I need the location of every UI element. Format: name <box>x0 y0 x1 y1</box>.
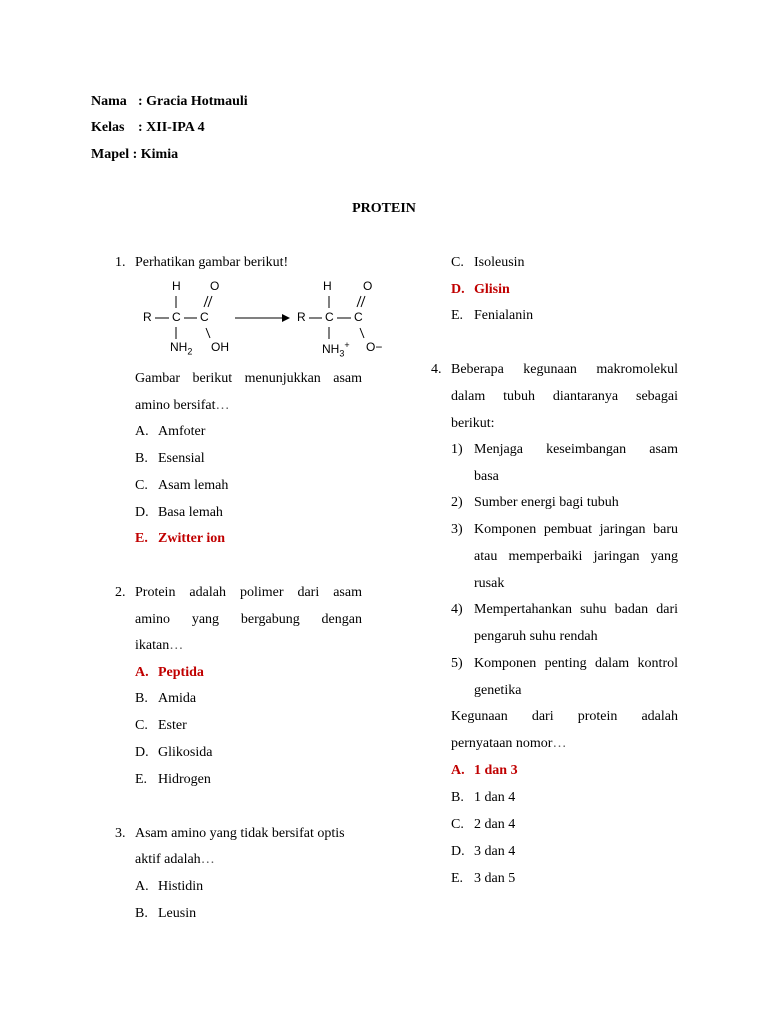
q4-option-d[interactable]: D. 3 dan 4 <box>451 844 516 859</box>
q1-option-c[interactable]: C. Asam lemah <box>135 478 229 493</box>
q4-option-e[interactable]: E. 3 dan 5 <box>451 871 516 886</box>
chem-left-r: R <box>143 310 152 324</box>
reaction-arrow-head <box>282 314 290 322</box>
chem-left-h: H <box>172 279 181 293</box>
q4-option-a-correct[interactable]: A. 1 dan 3 <box>451 763 518 778</box>
chem-right-o-minus: O− <box>366 340 383 354</box>
q2-option-e[interactable]: E. Hidrogen <box>135 772 211 787</box>
chem-right-o: O <box>363 279 373 293</box>
q4-item-3-line1: Komponen pembuat jaringan baru <box>474 522 678 537</box>
q1-text-line2: amino bersifat… <box>135 398 230 413</box>
q1-option-d[interactable]: D. Basa lemah <box>135 505 223 520</box>
kelas-label: Kelas <box>91 120 125 135</box>
mapel-value: : Kimia <box>132 147 179 162</box>
chem-right-h: H <box>323 279 332 293</box>
q4-stem-line2: pernyataan nomor… <box>451 736 567 751</box>
bond-left-double-a <box>204 296 208 307</box>
q1-text-line1: Gambar berikut menunjukkan asam <box>135 371 362 386</box>
q3-line2: aktif adalah… <box>135 852 215 867</box>
chem-left-oh: OH <box>211 340 229 354</box>
kelas-value: : XII-IPA 4 <box>138 120 205 135</box>
chem-left-o: O <box>210 279 220 293</box>
q2-line3: ikatan… <box>135 638 184 653</box>
q2-option-b[interactable]: B. Amida <box>135 691 197 706</box>
q4-item-4-line2: pengaruh suhu rendah <box>474 629 598 644</box>
q4-stem-line1: Kegunaan dari protein adalah <box>451 709 678 724</box>
q4-option-b[interactable]: B. 1 dan 4 <box>451 790 516 805</box>
q1-option-b[interactable]: B. Esensial <box>135 451 205 466</box>
q4-line1: Beberapa kegunaan makromolekul <box>451 362 678 377</box>
q3-option-b[interactable]: B. Leusin <box>135 906 197 921</box>
q4-item-1-line2: basa <box>474 469 499 484</box>
q4-item-2-number: 2) <box>451 495 463 510</box>
q4-item-5-line1: Komponen penting dalam kontrol <box>474 656 678 671</box>
q4-number: 4. <box>431 362 442 377</box>
q4-item-5-number: 5) <box>451 656 463 671</box>
q2-option-a-correct[interactable]: A. Peptida <box>135 665 204 680</box>
nama-value: : Gracia Hotmauli <box>138 94 248 109</box>
nama-label: Nama <box>91 94 127 109</box>
chem-left-nh2: $NH_2$ <box>170 340 193 357</box>
q3-number: 3. <box>115 826 126 841</box>
chem-bonds <box>0 0 768 400</box>
q2-line1: Protein adalah polimer dari asam <box>135 585 362 600</box>
chem-right-nh3plus: $NH_3^+$ <box>322 340 350 359</box>
mapel-label: Mapel <box>91 147 130 162</box>
q4-item-3-line3: rusak <box>474 576 505 591</box>
q3-option-c[interactable]: C. Isoleusin <box>451 255 525 270</box>
q1-option-e-correct[interactable]: E. Zwitter ion <box>135 531 226 546</box>
q4-line3: berikut: <box>451 416 495 431</box>
q3-option-a[interactable]: A. Histidin <box>135 879 204 894</box>
chem-right-c2: C <box>354 310 363 324</box>
q4-item-5-line2: genetika <box>474 683 522 698</box>
q1-number: 1. <box>115 255 126 270</box>
q3-option-e[interactable]: E. Fenialanin <box>451 308 534 323</box>
q2-number: 2. <box>115 585 126 600</box>
q4-item-4-line1: Mempertahankan suhu badan dari <box>474 602 678 617</box>
q4-item-1-number: 1) <box>451 442 463 457</box>
q2-option-c[interactable]: C. Ester <box>135 718 187 733</box>
q3-line1: Asam amino yang tidak bersifat optis <box>135 826 345 841</box>
bond-left-c-oh <box>206 328 210 338</box>
q1-prompt: Perhatikan gambar berikut! <box>135 255 289 270</box>
bond-left-double-b <box>208 296 212 307</box>
page-title: PROTEIN <box>352 201 416 216</box>
q4-item-1-line1: Menjaga keseimbangan asam <box>474 442 678 457</box>
chem-right-c1: C <box>325 310 334 324</box>
q4-item-3-number: 3) <box>451 522 463 537</box>
q2-line2: amino yang bergabung dengan <box>135 612 362 627</box>
q4-item-2-line1: Sumber energi bagi tubuh <box>474 495 619 510</box>
bond-right-c-ominus <box>360 328 364 338</box>
chem-left-c2: C <box>200 310 209 324</box>
chem-left-c1: C <box>172 310 181 324</box>
q4-option-c[interactable]: C. 2 dan 4 <box>451 817 516 832</box>
chem-right-r: R <box>297 310 306 324</box>
bond-right-double-a <box>357 296 361 307</box>
bond-right-double-b <box>361 296 365 307</box>
q3-option-d-correct[interactable]: D. Glisin <box>451 282 510 297</box>
q2-option-d[interactable]: D. Glikosida <box>135 745 213 760</box>
q4-line2: dalam tubuh diantaranya sebagai <box>451 389 678 404</box>
q4-item-4-number: 4) <box>451 602 463 617</box>
q1-option-a[interactable]: A. Amfoter <box>135 424 206 439</box>
q4-item-3-line2: atau memperbaiki jaringan yang <box>474 549 678 564</box>
